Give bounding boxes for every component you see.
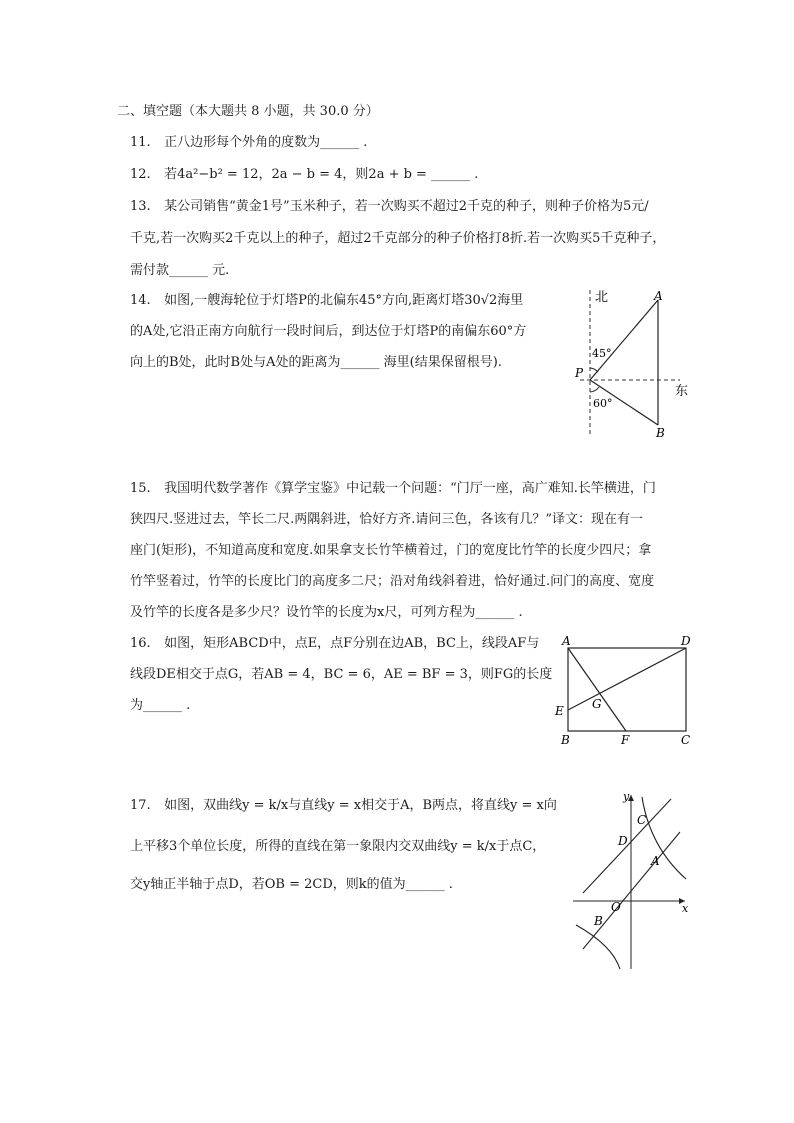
- label-p: P: [575, 366, 584, 380]
- label-angle-45: 45°: [592, 347, 612, 360]
- label-a: A: [651, 854, 660, 868]
- segment-pa: [590, 300, 658, 380]
- question-text-line5: 及竹竿的长度各是多少尺？设竹竿的长度为x尺，可列方程为______ .: [130, 605, 523, 620]
- label-y: y: [623, 790, 630, 803]
- question-12: [130, 166, 478, 184]
- label-d: D: [681, 634, 691, 648]
- section-title: 二、填空题（本大题共 8 小题，共 30.0 分）: [117, 104, 379, 119]
- figure-lighthouse: [565, 285, 695, 440]
- question-text: 正八边形每个外角的度数为______ .: [164, 135, 368, 150]
- figure-hyperbola: [568, 787, 693, 972]
- question-number: 15.: [130, 481, 151, 496]
- question-number: 17.: [130, 798, 151, 813]
- question-15: [130, 480, 656, 498]
- question-text-line2: 线段DE相交于点G，若AB = 4，BC = 6，AE = BF = 3，则FG的长度: [130, 667, 553, 682]
- question-text-line3: 座门(矩形)，不知道高度和宽度.如果拿支长竹竿横着过，门的宽度比竹竿的长度少四尺；拿: [130, 543, 652, 558]
- question-13: [130, 198, 649, 216]
- question-text-line3: 向上的B处，此时B处与A处的距离为______ 海里(结果保留根号).: [130, 355, 502, 370]
- angle-arc-60: [590, 387, 599, 392]
- angle-arc-45: [590, 368, 598, 372]
- question-17: [130, 797, 557, 815]
- question-text-line2: 的A处,它沿正南方向航行一段时间后，到达位于灯塔P的南偏东60°方: [130, 324, 527, 339]
- question-text-line3: 需付款______ 元.: [130, 263, 230, 278]
- figure-rectangle: [553, 633, 698, 748]
- question-text-line2: 上平移3个单位长度，所得的直线在第一象限内交双曲线y = k/x于点C，: [130, 839, 546, 854]
- question-text-line2: 狭四尺.竖进过去，竿长二尺.两隅斜进，恰好方齐.请问三色，各该有几？”译文：现在有一: [130, 512, 644, 527]
- label-f: F: [621, 733, 630, 747]
- question-text-line1: 我国明代数学著作《算学宝鉴》中记载一个问题：“门厅一座，高广难知.长竿横进，门: [164, 481, 656, 496]
- question-text-line1: 如图，双曲线y = k/x与直线y = x相交于A，B两点，将直线y = x向: [164, 798, 557, 813]
- hyperbola-branch-1: [642, 797, 686, 879]
- label-north: 北: [595, 290, 609, 305]
- question-11: [130, 134, 367, 152]
- label-angle-60: 60°: [593, 397, 613, 410]
- segment-de: [568, 648, 686, 710]
- label-o: O: [611, 900, 621, 914]
- label-b: B: [656, 426, 665, 440]
- question-text-line1: 如图,一艘海轮位于灯塔P的北偏东45°方向,距离灯塔30√2海里: [164, 293, 524, 308]
- question-text-line3: 交y轴正半轴于点D，若OB = 2CD，则k的值为______ .: [130, 877, 453, 892]
- question-text-line1: 某公司销售“黄金1号”玉米种子，若一次购买不超过2千克的种子，则种子价格为5元/: [164, 199, 649, 214]
- question-number: 14.: [130, 293, 151, 308]
- question-14: [130, 292, 523, 310]
- question-text-line2: 千克,若一次购买2千克以上的种子，超过2千克部分的种子价格打8折.若一次购买5千克种子，: [130, 231, 666, 246]
- segment-af: [568, 648, 626, 731]
- question-text-line1: 如图，矩形ABCD中，点E，点F分别在边AB，BC上，线段AF与: [164, 636, 540, 651]
- label-a: A: [654, 289, 663, 303]
- question-text: 若4a²−b² = 12，2a − b = 4，则2a + b = ______ .: [164, 167, 479, 182]
- question-text-line4: 竹竿竖着过，竹竿的长度比门的高度多二尺；沿对角线斜着进，恰好通过.问门的高度、宽度: [130, 574, 655, 589]
- question-number: 16.: [130, 636, 151, 651]
- question-text-line3: 为______ .: [130, 698, 191, 713]
- label-c: C: [637, 813, 647, 827]
- question-number: 13.: [130, 199, 151, 214]
- label-e: E: [555, 704, 564, 718]
- label-b: B: [594, 914, 603, 928]
- label-b: B: [561, 733, 570, 747]
- label-g: G: [592, 697, 602, 711]
- question-number: 12.: [130, 167, 151, 182]
- label-x: x: [682, 902, 689, 915]
- label-c: C: [681, 733, 691, 747]
- rectangle-abcd: [568, 648, 686, 731]
- question-number: 11.: [130, 135, 151, 150]
- question-16: [130, 635, 539, 653]
- label-east: 东: [675, 384, 689, 399]
- label-a: A: [562, 634, 571, 648]
- label-d: D: [618, 834, 628, 848]
